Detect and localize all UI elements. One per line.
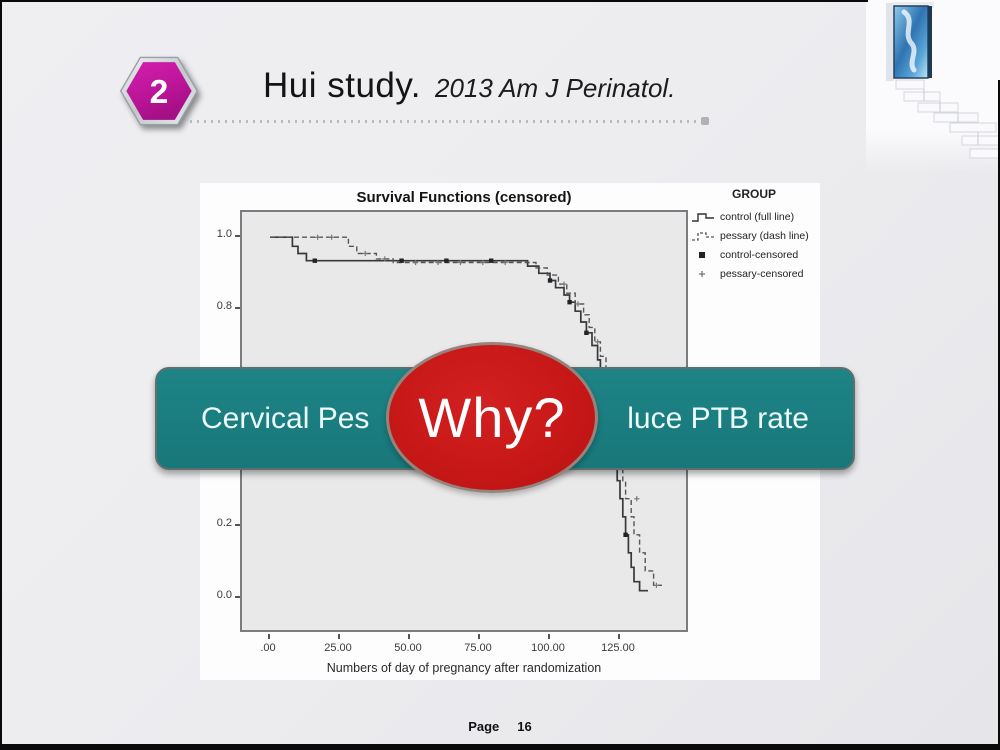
legend-entry-label: pessary (dash line) [720, 229, 809, 242]
badge-number: 2 [149, 74, 169, 112]
frame-edge-left [0, 0, 2, 750]
pessary-censored-marker [595, 339, 600, 344]
x-tick-label: 25.00 [324, 642, 352, 654]
legend-entry-label: pessary-censored [720, 267, 804, 280]
why-callout [386, 342, 598, 493]
banner-text-right: luce PTB rate [627, 401, 809, 435]
pessary-censored-marker [561, 282, 566, 287]
control-censored-marker [567, 300, 571, 304]
slide-header [263, 66, 675, 106]
control-censored-marker [548, 278, 552, 282]
legend-entry [690, 207, 818, 226]
x-axis-title: Numbers of day of pregnancy after randomization [326, 661, 602, 675]
banner-text-left: Cervical Pes [201, 401, 370, 435]
y-tick-mark [235, 307, 240, 309]
legend-rows [690, 207, 818, 283]
control-censored-marker [399, 259, 403, 263]
x-tick-mark [268, 634, 270, 639]
y-tick-mark [235, 596, 240, 598]
frame-edge-bottom [0, 744, 1000, 750]
y-tick-mark [235, 235, 240, 237]
x-tick-mark [338, 634, 340, 639]
x-tick-label: 75.00 [464, 642, 492, 654]
y-tick-label: 0.0 [216, 588, 232, 601]
x-tick-label: 100.00 [531, 642, 565, 654]
legend-entry [690, 264, 818, 283]
y-tick-label: 0.2 [216, 516, 232, 529]
pessary-censored-marker [363, 251, 368, 256]
slide-subtitle: 2013 Am J Perinatol. [435, 73, 676, 103]
chart-title: Survival Functions (censored) [356, 189, 572, 206]
why-callout-text: Why? [418, 386, 566, 449]
section-number-badge [117, 50, 201, 132]
x-tick-label: 50.00 [394, 642, 422, 654]
y-tick-mark [235, 524, 240, 526]
y-tick-label: 0.8 [216, 300, 232, 313]
frame-edge-top [0, 0, 868, 2]
control-censored-marker [489, 259, 493, 263]
chart-legend [690, 187, 818, 283]
x-tick-mark [478, 634, 480, 639]
control-censored-marker [584, 331, 588, 335]
control-censored-marker [623, 533, 627, 537]
legend-header: GROUP [731, 187, 776, 201]
pessary-censored-marker [329, 235, 334, 240]
staircase-door-illustration [866, 0, 1000, 172]
legend-entry [690, 245, 818, 264]
legend-entry [690, 226, 818, 245]
dotted-divider-endcap [701, 117, 709, 125]
x-tick-mark [548, 634, 550, 639]
dotted-divider [190, 120, 700, 123]
x-tick-label: 125.00 [601, 642, 635, 654]
slide-title: Hui study. [263, 66, 422, 105]
control-censored-marker [444, 259, 448, 263]
pessary-censored-marker [654, 583, 659, 588]
legend-entry-label: control (full line) [720, 210, 795, 223]
pessary-censored-marker [575, 301, 580, 306]
staircase-door-graphic [866, 0, 1000, 172]
square-legend-icon [690, 247, 716, 263]
step-solid-legend-icon [690, 209, 716, 225]
x-tick-mark [618, 634, 620, 639]
legend-entry-label: control-censored [720, 248, 799, 261]
page-number: 16 [517, 719, 532, 734]
page-footer [0, 719, 1000, 734]
page-label: Page [468, 719, 500, 734]
pessary-censored-marker [315, 235, 320, 240]
pessary-censored-marker [634, 496, 639, 501]
control-censored-marker [313, 259, 317, 263]
plus-legend-icon [690, 266, 716, 282]
x-tick-mark [408, 634, 410, 639]
step-dashed-legend-icon [690, 228, 716, 244]
y-tick-label: 1.0 [216, 228, 232, 241]
x-tick-label: .00 [260, 642, 276, 654]
